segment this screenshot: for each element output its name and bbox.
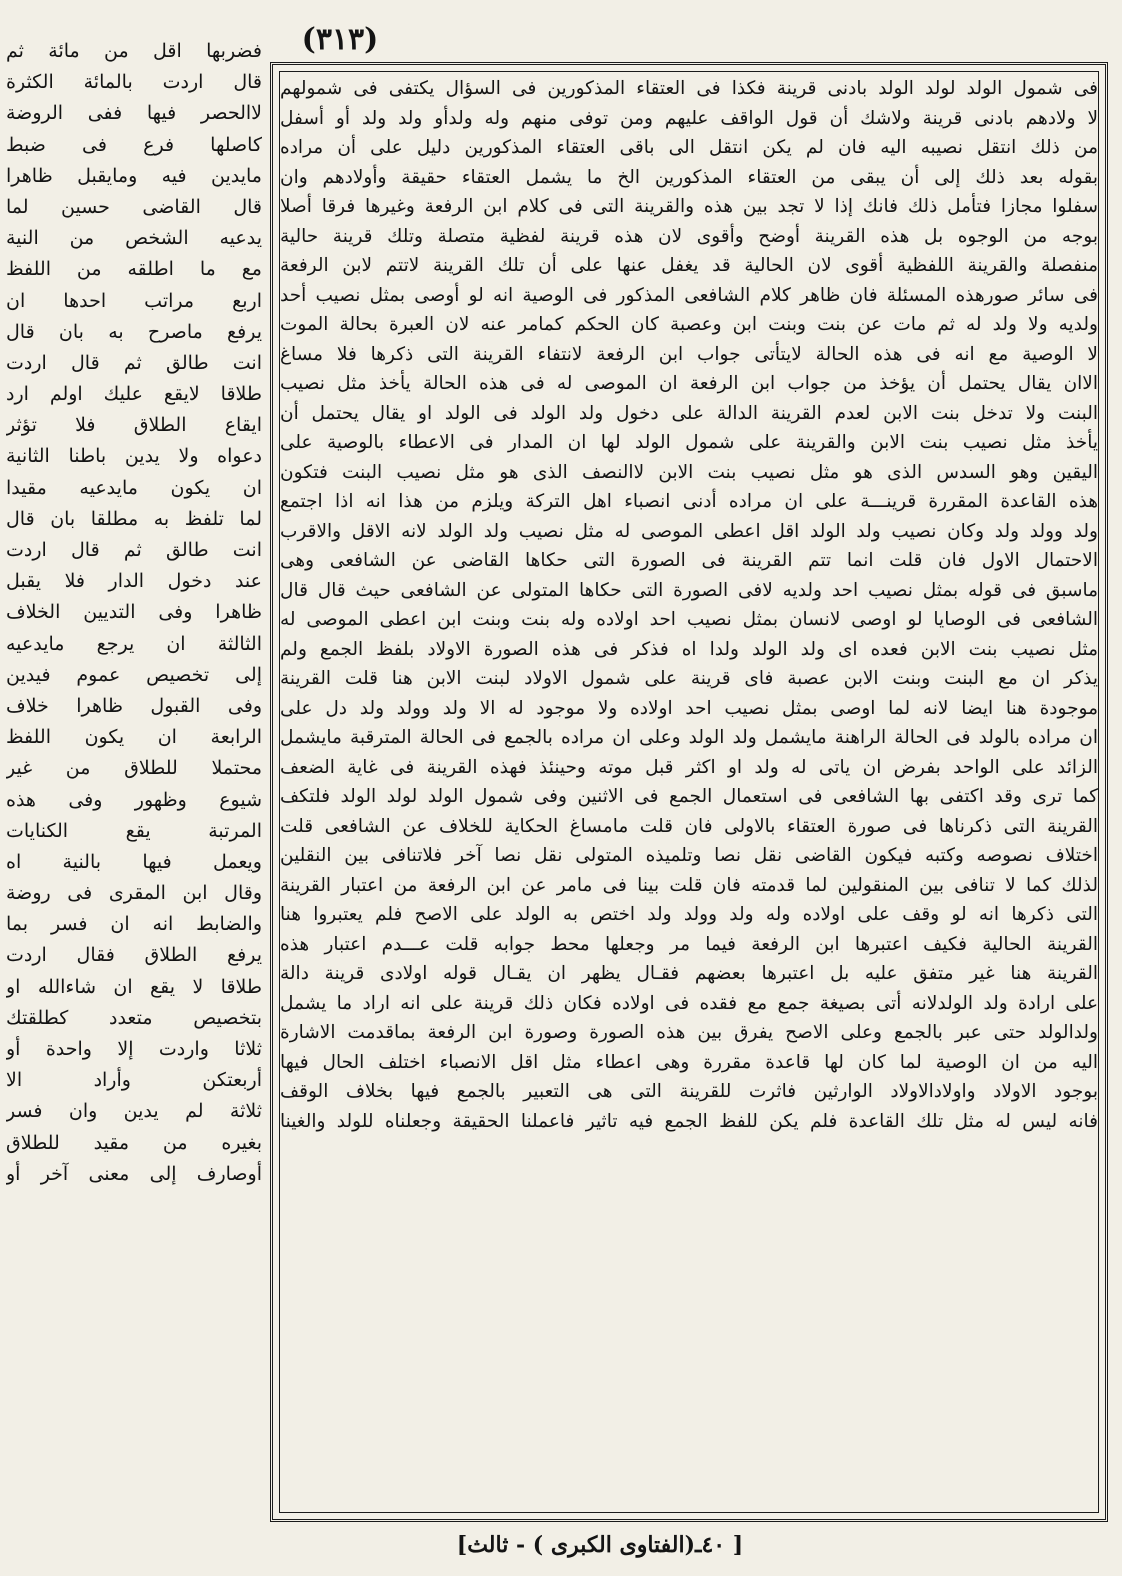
margin-text-line: مع ما اطلقه من اللفظ [6, 258, 262, 281]
main-text-line: على ارادة ولد الولدلانه أتى بصيغة جمع مع فقده فى اولاده فكان ذلك قرينة على انه اراد ما يشمل [280, 992, 1098, 1014]
main-text-line: اختلاف نصوصه وكتبه فيكون القاضى نقل نصا وتلميذه المتولى نقل نصا آخر فلاتنافى بين النقلين [280, 845, 1098, 866]
main-text-body [280, 74, 1098, 1510]
margin-text-line: لما تلفظ به مطلقا بان قال [6, 507, 262, 530]
margin-text-line: الرابعة ان يكون اللفظ [6, 726, 262, 749]
main-text-line: مثل نصيب بنت الابن فعده اى ولد الولد ولدا اه فذكر فى هذه الصورة الاولاد بلفظ الجمع ولم [280, 638, 1098, 660]
margin-text-line: كاصلها فرع فى ضبط [6, 133, 262, 156]
main-text-line: كما ترى وقد اكتفى بها الشافعى فى استعمال الجمع فى الاثنين وفى شمول الولد لولد الولد فلتكف [280, 786, 1098, 807]
margin-text-line: قال اردت بالمائة الكثرة [6, 71, 262, 94]
margin-text-line: أوصارف إلى معنى آخر أو [6, 1162, 262, 1185]
margin-text-line: مايدين فيه ومايقبل ظاهرا [6, 164, 262, 187]
page-footer: [ ٤٠ـ(الفتاوى الكبرى ) - ثالث] [456, 1532, 744, 1558]
margin-text-line: محتملا للطلاق من غير [6, 757, 262, 780]
margin-text-line: ويعمل فيها بالنية اه [6, 850, 262, 873]
main-text-line: القرينة الحالية فكيف اعتبرها ابن الرفعة فيما مر وجعلها محط جوابه قلت عـــدم اعتبار هذه [280, 933, 1098, 955]
margin-text-line: يدعيه الشخص من النية [6, 227, 262, 250]
margin-text-line: طلاقا لايقع عليك اولم ارد [6, 383, 262, 406]
margin-text-line: قال القاضى حسين لما [6, 195, 262, 218]
main-text-line: اليه من ان الوصية لما كان لها قاعدة مقررة وهى اعطاء مثل اقل الانصباء اختلف الحال فيها [280, 1051, 1098, 1073]
main-text-line: فى شمول الولد لولد الولد بادنى قرينة فكذا فى العتقاء المذكورين فى السؤال يكتفى فى شمولهم [280, 78, 1098, 99]
margin-text-line: يرفع ماصرح به بان قال [6, 320, 262, 343]
main-text-line: القرينة هنا غير متفق عليه بل اعتبرها بعضهم فقـال يظهر ان يقـال قوله اولادى قرينة دالة [280, 963, 1098, 984]
margin-text-line: انت طالق ثم قال اردت [6, 539, 262, 561]
margin-text-line: ان يكون مايدعيه مقيدا [6, 476, 262, 499]
margin-text-line: دعواه ولا يدين باطنا الثانية [6, 445, 262, 468]
margin-text-line: فضربها اقل من مائة ثم [6, 40, 262, 62]
main-text-line: ولد وولد ولد وكان نصيب ولد الولد اقل اعطى الموصى له مثل نصيب ولد الولد لانه الاقل والاقرب [280, 520, 1098, 542]
main-text-line: سفلوا مجازا فتأمل ذلك فانك إذا لا تجد بين هذه والقرينة التى فى كلام ابن الرفعة وغيرها فرقا أصلا [280, 196, 1098, 217]
margin-text-line: طلاقا لا يقع ان شاءالله او [6, 975, 262, 998]
margin-text-line: إلى تخصيص عموم فيدين [6, 663, 262, 686]
margin-commentary [6, 36, 262, 1486]
main-text-line: بوجه من الوجوه بل هذه القرينة أوضح وأقوى لان هذه قرينة لفظية متصلة وتلك قرينة حالية [280, 225, 1098, 247]
margin-text-line: عند دخول الدار فلا يقبل [6, 570, 262, 593]
margin-text-line: انت طالق ثم قال اردت [6, 351, 262, 374]
margin-text-line: الثالثة ان يرجع مايدعيه [6, 632, 262, 655]
page-number: (٣١٣) [301, 22, 379, 57]
margin-text-line: ظاهرا وفى التديين الخلاف [6, 601, 262, 624]
main-text-line: بوجود الاولاد واولادالاولاد الوارثين فاثرت للقرينة التى هى التعبير بالجمع فيها بخلاف الوقف [280, 1081, 1098, 1102]
main-text-line: لا ولادهم بادنى قرينة ولاشك أن قول الواقف عليهم ومن توفى منهم وله ولدأو ولد ولد أو أسفل [280, 107, 1098, 129]
main-text-line: فانه ليس له مثل تلك القاعدة فلم يكن للفظ الجمع فيه تاثير فاعملنا الحقيقة وجعلناه للولد والغينا [280, 1110, 1098, 1132]
main-text-line: الشافعى فى الوصايا لو اوصى لانسان بمثل نصيب احد اولاده وله بنت وبنت ابن اعطى الموصى له [280, 609, 1098, 630]
main-text-line: من ذلك انتقل نصيبه اليه فان لم يكن انتقل الى باقى العتقاء المذكورين دليل على أن مراده [280, 137, 1098, 158]
margin-text-line: ثلاثا واردت إلا واحدة أو [6, 1038, 262, 1060]
main-text-line: ولدالولد حتى عبر بالجمع وعلى الاصح يفرق بين هذه الصورة وصورة ابن الرفعة بماقدمت الاشارة [280, 1022, 1098, 1043]
main-text-line: بقوله بعد ذلك إلى أن يبقى من العتقاء المذكورين الخ ما يشمل العتقاء حقيقة وأولادهم وان [280, 166, 1098, 188]
main-text-line: الاان يقال يحتمل أن يؤخذ من جواب ابن الرفعة ان الموصى له فى هذه الحالة يأخذ مثل نصيب [280, 373, 1098, 394]
main-text-line: منفصلة والقرينة اللفظية أقوى لان الحالية قد يغفل عنها على أن تلك القرينة لاتتم لابن الرفعة [280, 255, 1098, 276]
margin-text-line: اربع مراتب احدها ان [6, 289, 262, 312]
main-text-line: لذلك كما لا تنافى بين المنقولين لما قدمته فان قلت بينا فى مامر عن ابن الرفعة من اعتبار القرينة [280, 874, 1098, 896]
main-text-line: ولديه ولا ولد له ثم مات عن بنت وبنت ابن وعصبة كان الحكم كمامر عنه لان العبرة بحالة الموت [280, 314, 1098, 335]
main-text-line: القرينة التى ذكرناها فى صورة العتقاء بالاولى فان قلت مامساغ الحكاية للخلاف عن الشافعى قلت [280, 815, 1098, 837]
main-text-line: يذكر ان مع البنت وبنت الابن عصبة فاى قرينة على شمول الاولاد لبنت الابن هنا قلت القرينة [280, 668, 1098, 689]
main-text-line: الاحتمال الاول فان قلت انما تتم القرينة فى الصورة التى حكاها القاضى عن الشافعى وهى [280, 550, 1098, 571]
margin-text-line: يرفع الطلاق فقال اردت [6, 944, 262, 967]
main-text-line: الزائد على الواحد بفرض ان ياتى له ولد او اكثر قبل موته وحينئذ فهذه القرينة فى غاية الضعف [280, 756, 1098, 778]
main-text-line: البنت ولا تدخل بنت الابن لعدم القرينة الدالة على دخول ولد الولد فى الولد او يقال يحتمل أن [280, 402, 1098, 424]
margin-text-line: ايقاع الطلاق فلا تؤثر [6, 414, 262, 437]
main-text-line: هذه القاعدة المقررة قرينـــة على ان مراده أدنى انصباء اهل التركة ويلزم من هذا انه اذا اجتمع [280, 491, 1098, 512]
margin-text-line: والضابط انه ان فسر بما [6, 913, 262, 936]
main-text-line: يأخذ مثل نصيب بنت الابن والقرينة على شمول الولد لها ان المدار فى الاعطاء بالوصية على [280, 432, 1098, 453]
margin-text-line: أربعتكن وأراد الا [6, 1069, 262, 1092]
margin-text-line: وفى القبول ظاهرا خلاف [6, 694, 262, 717]
main-text-line: لا الوصية مع انه فى هذه الحالة لايتأتى جواب ابن الرفعة لانتفاء القرينة التى ذكرها فلا مساغ [280, 343, 1098, 365]
main-text-line: فى سائر صورهذه المسئلة فان ظاهر كلام الشافعى المذكور فى الوصية انه لو أوصى بمثل نصيب أحد [280, 284, 1098, 306]
main-text-line: ماسبق فى قوله بمثل نصيب احد ولديه لافى الصورة التى حكاها المتولى عن الشافعى حيث قال قال [280, 579, 1098, 601]
main-text-line: ان مراده بالولد فى الحالة الراهنة مايشمل ولد الولد وعلى ان مراده بالجمع فى الحالة المترقبة مايشمل [280, 727, 1098, 748]
main-text-line: موجودة هنا ايضا لانه لما اوصى بمثل نصيب احد اولاده ولا موجود له الا ولد وولد ولد دل على [280, 697, 1098, 719]
margin-text-line: المرتبة يقع الكنايات [6, 819, 262, 842]
margin-text-line: شيوع وظهور وفى هذه [6, 788, 262, 811]
margin-text-line: لاالحصر فيها ففى الروضة [6, 102, 262, 125]
margin-text-line: وقال ابن المقرى فى روضة [6, 882, 262, 905]
margin-text-line: بغيره من مقيد للطلاق [6, 1131, 262, 1154]
main-text-line: التى ذكرها انه لو وقف على اولاده وله ولد وولد ولد اختص به الولد على الاصح فلم يعتبروا هنا [280, 904, 1098, 925]
margin-text-line: ثلاثة لم يدين وان فسر [6, 1100, 262, 1123]
margin-text-line: بتخصيص متعدد كطلقتك [6, 1006, 262, 1029]
main-text-line: اليقين وهو السدس الذى هو مثل نصيب بنت الابن لاالنصف الذى هو مثل نصيب البنت فتكون [280, 461, 1098, 483]
